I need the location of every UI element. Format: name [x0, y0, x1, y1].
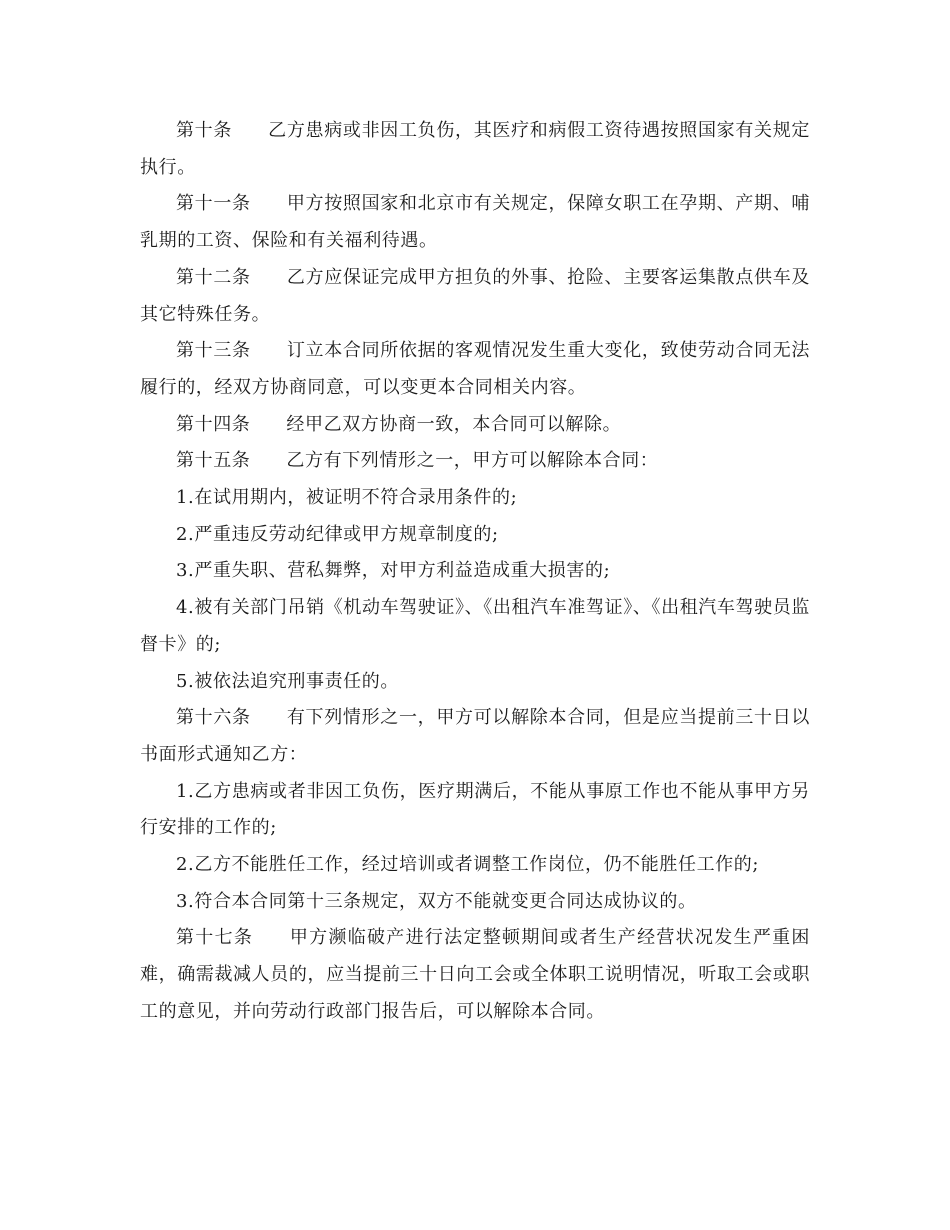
article-13: [140, 333, 810, 406]
list-item-text: 1.在试用期内，被证明不符合录用条件的;: [176, 487, 518, 509]
article-heading: 第十四条: [176, 413, 251, 435]
article-text: 甲方按照国家和北京市有关规定，保障女职工在孕期、产期、哺乳期的工资、保险和有关福利待遇。: [140, 193, 810, 252]
article-heading: 第十条: [176, 120, 233, 141]
list-item: [140, 884, 810, 921]
list-item: [140, 664, 810, 701]
article-heading: 第十六条: [176, 707, 251, 729]
document-page: [140, 113, 810, 1031]
article-text: 订立本合同所依据的客观情况发生重大变化，致使劳动合同无法履行的，经双方协商同意，可以变更本合同相关内容。: [140, 340, 810, 398]
article-text: 乙方患病或非因工负伤，其医疗和病假工资待遇按照国家有关规定执行。: [140, 120, 810, 178]
list-item: [140, 847, 810, 884]
article-heading: 第十二条: [176, 266, 251, 288]
list-item-text: 3.严重失职、营私舞弊，对甲方利益造成重大损害的;: [176, 560, 611, 582]
article-10: [140, 113, 810, 186]
article-text: 甲方濒临破产进行法定整顿期间或者生产经营状况发生严重困难，确需裁减人员的，应当提前三十日向工会或全体职工说明情况，听取工会或职工的意见，并向劳动行政部门报告后，可以解除本合同。: [140, 927, 810, 1022]
article-16: [140, 700, 810, 773]
article-text: 有下列情形之一，甲方可以解除本合同，但是应当提前三十日以书面形式通知乙方：: [140, 707, 810, 765]
article-heading: 第十一条: [176, 193, 251, 215]
list-item-text: 4.被有关部门吊销《机动车驾驶证》、《出租汽车准驾证》、《出租汽车驾驶员监督卡》的;: [140, 597, 810, 655]
list-item: [140, 480, 810, 517]
article-text: 经甲乙双方协商一致，本合同可以解除。: [286, 413, 622, 435]
article-heading: 第十五条: [176, 450, 251, 472]
list-item-text: 2.乙方不能胜任工作，经过培训或者调整工作岗位，仍不能胜任工作的;: [176, 854, 760, 876]
list-item: [140, 774, 810, 847]
article-11: [140, 186, 810, 259]
article-text: 乙方有下列情形之一，甲方可以解除本合同：: [286, 450, 659, 472]
article-12: [140, 260, 810, 333]
list-item: [140, 590, 810, 663]
list-item-text: 3.符合本合同第十三条规定，双方不能就变更合同达成协议的。: [176, 890, 697, 912]
article-heading: 第十七条: [176, 927, 254, 949]
list-item-text: 1.乙方患病或者非因工负伤，医疗期满后，不能从事原工作也不能从事甲方另行安排的工作的;: [140, 780, 810, 839]
article-15: [140, 443, 810, 480]
list-item-text: 2.严重违反劳动纪律或甲方规章制度的;: [176, 523, 499, 545]
article-17: [140, 920, 810, 1030]
article-14: [140, 407, 810, 444]
list-item: [140, 517, 810, 554]
list-item-text: 5.被依法追究刑事责任的。: [176, 670, 399, 692]
article-text: 乙方应保证完成甲方担负的外事、抢险、主要客运集散点供车及其它特殊任务。: [140, 266, 810, 325]
list-item: [140, 553, 810, 590]
article-heading: 第十三条: [176, 340, 251, 362]
